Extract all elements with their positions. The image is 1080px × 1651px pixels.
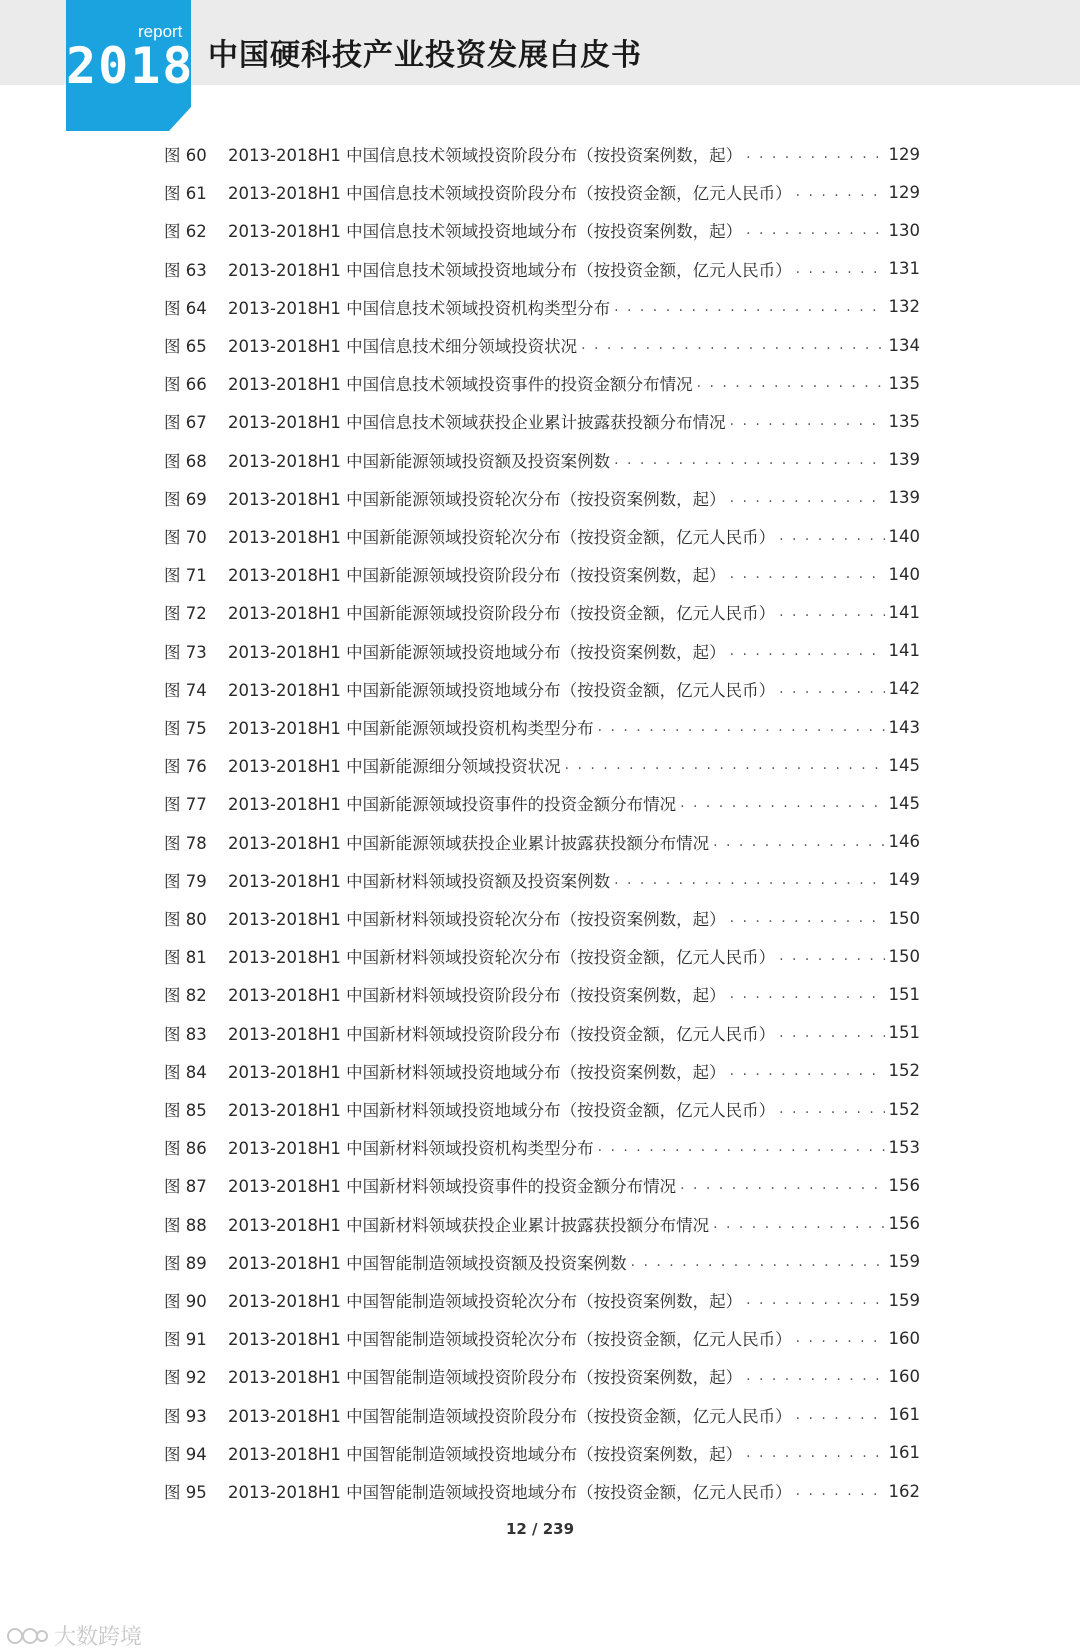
toc-page-number: 143 — [888, 717, 920, 737]
toc-figure-title: 2013-2018H1 中国信息技术领域投资地域分布（按投资金额，亿元人民币） — [228, 260, 792, 280]
toc-figure-number: 图 85 — [164, 1101, 207, 1121]
toc-page-number: 145 — [888, 755, 920, 775]
toc-figure-number: 图 83 — [164, 1024, 207, 1044]
toc-row — [164, 593, 920, 631]
toc-figure-title: 2013-2018H1 中国新材料领域投资阶段分布（按投资金额，亿元人民币） — [228, 1024, 776, 1044]
toc-leader-dots — [730, 643, 885, 659]
toc-row — [164, 1052, 920, 1090]
toc-page-number: 156 — [888, 1175, 920, 1195]
toc-figure-title: 2013-2018H1 中国信息技术领域投资事件的投资金额分布情况 — [228, 375, 693, 395]
toc-figure-number: 图 68 — [164, 451, 207, 471]
toc-page-number: 152 — [888, 1061, 920, 1081]
toc-figure-title: 2013-2018H1 中国智能制造领域投资地域分布（按投资金额，亿元人民币） — [228, 1483, 792, 1503]
toc-figure-number: 图 77 — [164, 795, 207, 815]
toc-figure-title: 2013-2018H1 中国新能源领域投资机构类型分布 — [228, 719, 594, 739]
toc-page-number: 135 — [888, 373, 920, 393]
toc-row — [164, 784, 920, 822]
toc-figure-title: 2013-2018H1 中国信息技术细分领域投资状况 — [228, 337, 578, 357]
toc-leader-dots — [680, 1177, 884, 1193]
toc-figure-number: 图 93 — [164, 1406, 207, 1426]
toc-row — [164, 1472, 920, 1510]
toc-figure-number: 图 62 — [164, 222, 207, 242]
toc-figure-title: 2013-2018H1 中国新能源领域获投企业累计披露获投额分布情况 — [228, 833, 710, 853]
toc-leader-dots — [796, 1330, 885, 1346]
toc-figure-title: 2013-2018H1 中国智能制造领域投资地域分布（按投资案例数，起） — [228, 1444, 743, 1464]
toc-figure-number: 图 86 — [164, 1139, 207, 1159]
toc-page-number: 139 — [888, 450, 920, 470]
toc-figure-title: 2013-2018H1 中国新材料领域投资事件的投资金额分布情况 — [228, 1177, 677, 1197]
toc-figure-title: 2013-2018H1 中国智能制造领域投资轮次分布（按投资金额，亿元人民币） — [228, 1330, 792, 1350]
toc-figure-number: 图 67 — [164, 413, 207, 433]
toc-figure-title: 2013-2018H1 中国新能源领域投资事件的投资金额分布情况 — [228, 795, 677, 815]
toc-figure-number: 图 89 — [164, 1253, 207, 1273]
toc-page-number: 156 — [888, 1214, 920, 1234]
toc-figure-title: 2013-2018H1 中国新材料领域投资轮次分布（按投资案例数，起） — [228, 910, 726, 930]
toc-figure-number: 图 72 — [164, 604, 207, 624]
toc-page-number: 142 — [888, 679, 920, 699]
toc-figure-title: 2013-2018H1 中国新能源领域投资轮次分布（按投资金额，亿元人民币） — [228, 528, 776, 548]
toc-page-number: 141 — [888, 602, 920, 622]
toc-row — [164, 479, 920, 517]
toc-figure-title: 2013-2018H1 中国智能制造领域投资额及投资案例数 — [228, 1253, 627, 1273]
toc-leader-dots — [631, 1254, 885, 1270]
toc-page-number: 151 — [888, 1023, 920, 1043]
toc-leader-dots — [697, 375, 885, 391]
toc-leader-dots — [779, 948, 884, 964]
logo-report-word: report — [138, 22, 183, 41]
toc-row — [164, 861, 920, 899]
toc-leader-dots — [746, 222, 884, 238]
toc-figure-number: 图 69 — [164, 489, 207, 509]
toc-row — [164, 517, 920, 555]
toc-leader-dots — [730, 910, 885, 926]
toc-leader-dots — [779, 681, 884, 697]
toc-leader-dots — [730, 413, 885, 429]
toc-figure-number: 图 65 — [164, 337, 207, 357]
toc-page-number: 152 — [888, 1099, 920, 1119]
toc-figure-title: 2013-2018H1 中国信息技术领域投资阶段分布（按投资案例数，起） — [228, 146, 743, 166]
toc-row — [164, 1166, 920, 1204]
toc-page-number: 160 — [888, 1328, 920, 1348]
toc-figure-number: 图 82 — [164, 986, 207, 1006]
toc-leader-dots — [713, 834, 884, 850]
toc-row — [164, 899, 920, 937]
toc-leader-dots — [746, 1445, 884, 1461]
toc-row — [164, 1319, 920, 1357]
toc-figure-number: 图 81 — [164, 948, 207, 968]
toc-leader-dots — [779, 1101, 884, 1117]
toc-figure-number: 图 92 — [164, 1368, 207, 1388]
toc-leader-dots — [796, 261, 885, 277]
toc-figure-number: 图 71 — [164, 566, 207, 586]
logo-year: 2018 — [66, 37, 195, 95]
toc-row — [164, 1434, 920, 1472]
toc-figure-title: 2013-2018H1 中国新能源细分领域投资状况 — [228, 757, 561, 777]
toc-page-number: 149 — [888, 870, 920, 890]
toc-row — [164, 1205, 920, 1243]
toc-leader-dots — [779, 1025, 884, 1041]
toc-row — [164, 555, 920, 593]
toc-leader-dots — [713, 1216, 884, 1232]
toc-figure-title: 2013-2018H1 中国新能源领域投资轮次分布（按投资案例数，起） — [228, 489, 726, 509]
toc-page-number: 162 — [888, 1481, 920, 1501]
toc-row — [164, 1281, 920, 1319]
toc-page-number: 132 — [888, 297, 920, 317]
toc-figure-number: 图 87 — [164, 1177, 207, 1197]
toc-figure-title: 2013-2018H1 中国智能制造领域投资阶段分布（按投资案例数，起） — [228, 1368, 743, 1388]
toc-page-number: 135 — [888, 411, 920, 431]
toc-row — [164, 937, 920, 975]
toc-leader-dots — [614, 299, 884, 315]
toc-figure-title: 2013-2018H1 中国新能源领域投资阶段分布（按投资金额，亿元人民币） — [228, 604, 776, 624]
toc-page-number: 153 — [888, 1137, 920, 1157]
toc-figure-number: 图 94 — [164, 1444, 207, 1464]
toc-row — [164, 708, 920, 746]
toc-leader-dots — [598, 1139, 885, 1155]
toc-row — [164, 1014, 920, 1052]
toc-figure-number: 图 60 — [164, 146, 207, 166]
toc-page-number: 129 — [888, 144, 920, 164]
toc-leader-dots — [746, 146, 884, 162]
toc-figure-number: 图 64 — [164, 298, 207, 318]
toc-figure-title: 2013-2018H1 中国新能源领域投资地域分布（按投资金额，亿元人民币） — [228, 680, 776, 700]
toc-figure-number: 图 78 — [164, 833, 207, 853]
toc-row — [164, 632, 920, 670]
toc-leader-dots — [796, 1407, 885, 1423]
toc-figure-title: 2013-2018H1 中国智能制造领域投资阶段分布（按投资金额，亿元人民币） — [228, 1406, 792, 1426]
toc-page-number: 129 — [888, 182, 920, 202]
toc-leader-dots — [746, 1368, 884, 1384]
toc-page-number: 150 — [888, 946, 920, 966]
toc-figure-title: 2013-2018H1 中国信息技术领域获投企业累计披露获投额分布情况 — [228, 413, 726, 433]
toc-row — [164, 250, 920, 288]
toc-page-number: 131 — [888, 259, 920, 279]
toc-leader-dots — [680, 795, 884, 811]
toc-leader-dots — [730, 1063, 885, 1079]
toc-figure-number: 图 73 — [164, 642, 207, 662]
toc-page-number: 145 — [888, 793, 920, 813]
toc-figure-title: 2013-2018H1 中国信息技术领域投资机构类型分布 — [228, 298, 611, 318]
toc-figure-number: 图 91 — [164, 1330, 207, 1350]
toc-leader-dots — [796, 184, 885, 200]
toc-figure-title: 2013-2018H1 中国新材料领域投资地域分布（按投资金额，亿元人民币） — [228, 1101, 776, 1121]
toc-row — [164, 1396, 920, 1434]
toc-row — [164, 173, 920, 211]
toc-figure-title: 2013-2018H1 中国新材料领域投资机构类型分布 — [228, 1139, 594, 1159]
toc-row — [164, 975, 920, 1013]
toc-figure-number: 图 61 — [164, 184, 207, 204]
toc-figure-title: 2013-2018H1 中国新材料领域投资轮次分布（按投资金额，亿元人民币） — [228, 948, 776, 968]
toc-page-number: 161 — [888, 1405, 920, 1425]
toc-page-number: 140 — [888, 564, 920, 584]
toc-row — [164, 211, 920, 249]
toc-page-number: 130 — [888, 220, 920, 240]
toc-leader-dots — [730, 566, 885, 582]
toc-row — [164, 1357, 920, 1395]
toc-page-number: 140 — [888, 526, 920, 546]
page-number: 12 / 239 — [505, 1520, 575, 1538]
toc-page-number: 134 — [888, 335, 920, 355]
toc-figure-number: 图 70 — [164, 528, 207, 548]
toc-leader-dots — [614, 872, 884, 888]
toc-page-number: 150 — [888, 908, 920, 928]
toc-leader-dots — [614, 452, 884, 468]
toc-figure-number: 图 66 — [164, 375, 207, 395]
toc-page-number: 141 — [888, 641, 920, 661]
toc-figure-number: 图 75 — [164, 719, 207, 739]
toc-page-number: 146 — [888, 832, 920, 852]
toc-row — [164, 326, 920, 364]
toc-page-number: 161 — [888, 1443, 920, 1463]
toc-figure-number: 图 63 — [164, 260, 207, 280]
toc-leader-dots — [746, 1292, 884, 1308]
toc-figure-number: 图 90 — [164, 1292, 207, 1312]
toc-page-number: 139 — [888, 488, 920, 508]
toc-figure-title: 2013-2018H1 中国新能源领域投资额及投资案例数 — [228, 451, 611, 471]
toc-page-number: 159 — [888, 1252, 920, 1272]
toc-figure-number: 图 76 — [164, 757, 207, 777]
toc-figure-number: 图 79 — [164, 871, 207, 891]
toc-row — [164, 135, 920, 173]
toc-row — [164, 402, 920, 440]
toc-row — [164, 1090, 920, 1128]
toc-leader-dots — [796, 1483, 885, 1499]
toc-page-number: 151 — [888, 984, 920, 1004]
watermark-text: 大数跨境 — [54, 1625, 143, 1650]
toc-figure-title: 2013-2018H1 中国新材料领域投资阶段分布（按投资案例数，起） — [228, 986, 726, 1006]
toc-figure-number: 图 84 — [164, 1062, 207, 1082]
toc-row — [164, 441, 920, 479]
toc-row — [164, 364, 920, 402]
toc-figure-title: 2013-2018H1 中国新能源领域投资地域分布（按投资案例数，起） — [228, 642, 726, 662]
toc-figure-number: 图 88 — [164, 1215, 207, 1235]
toc-leader-dots — [779, 604, 884, 620]
toc-figure-title: 2013-2018H1 中国新材料领域获投企业累计披露获投额分布情况 — [228, 1215, 710, 1235]
toc-leader-dots — [565, 757, 885, 773]
toc-row — [164, 288, 920, 326]
toc-page-number: 159 — [888, 1290, 920, 1310]
toc-figure-title: 2013-2018H1 中国信息技术领域投资阶段分布（按投资金额，亿元人民币） — [228, 184, 792, 204]
toc-figure-number: 图 95 — [164, 1483, 207, 1503]
toc-leader-dots — [598, 719, 885, 735]
toc-leader-dots — [581, 337, 884, 353]
toc-row — [164, 1243, 920, 1281]
document-title: 中国硬科技产业投资发展白皮书 — [208, 38, 642, 73]
toc-row — [164, 670, 920, 708]
toc-row — [164, 746, 920, 784]
toc-leader-dots — [730, 490, 885, 506]
toc-leader-dots — [730, 986, 885, 1002]
toc-leader-dots — [779, 528, 884, 544]
logo-fold-corner — [169, 107, 191, 131]
toc-figure-number: 图 74 — [164, 680, 207, 700]
toc-figure-number: 图 80 — [164, 910, 207, 930]
toc-figure-title: 2013-2018H1 中国新材料领域投资地域分布（按投资案例数，起） — [228, 1062, 726, 1082]
toc-figure-title: 2013-2018H1 中国信息技术领域投资地域分布（按投资案例数，起） — [228, 222, 743, 242]
toc-row — [164, 823, 920, 861]
toc-row — [164, 1128, 920, 1166]
watermark-logo-icon — [6, 1626, 48, 1646]
toc-page-number: 160 — [888, 1366, 920, 1386]
toc-figure-title: 2013-2018H1 中国新能源领域投资阶段分布（按投资案例数，起） — [228, 566, 726, 586]
watermark — [6, 1620, 142, 1651]
toc-figure-title: 2013-2018H1 中国智能制造领域投资轮次分布（按投资案例数，起） — [228, 1292, 743, 1312]
toc-figure-title: 2013-2018H1 中国新材料领域投资额及投资案例数 — [228, 871, 611, 891]
